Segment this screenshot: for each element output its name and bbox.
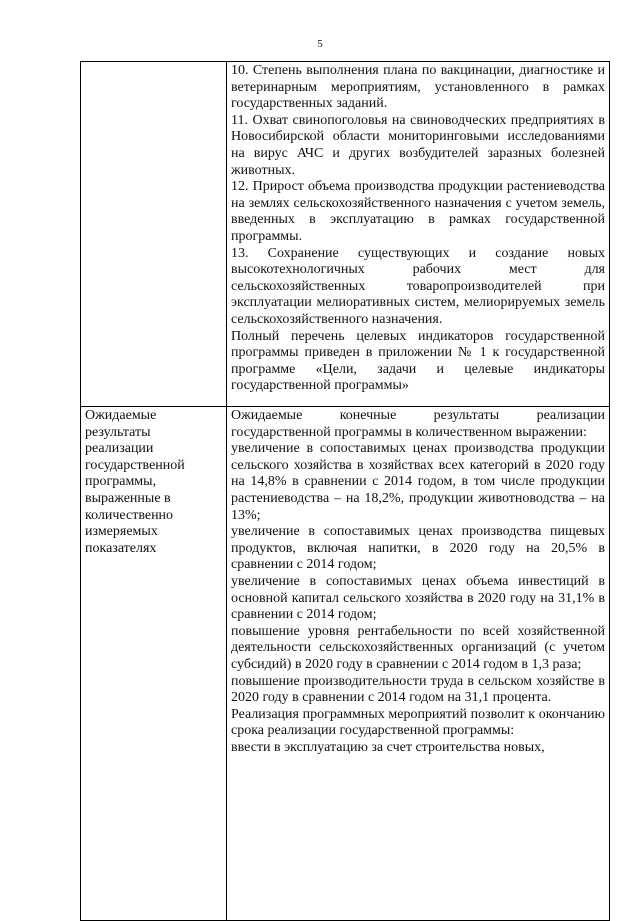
indicators-full-list-note: Полный перечень целевых индикаторов государственной программы приведен в приложении № 1 к государственной программе «Цели, задачи и целевые индикаторы государственной программы» (231, 328, 605, 394)
expected-results-intro: Ожидаемые конечные результаты реализации государственной программы в количественном выражении: (231, 408, 605, 440)
indicator-13: 13. Сохранение существующих и создание новых высокотехнологичных рабочих мест для сельскохозяйственных товаропроизводителей при эксплуатации мелиоративных систем, мелиорируемых земель сельскохозяйственного назначения. (231, 245, 605, 327)
result-labor-productivity: повышение производительности труда в сельском хозяйстве в 2020 году в сравнении с 2014 годом на 31,1 процента. (231, 673, 605, 706)
row2-right-cell (227, 407, 610, 921)
indicator-12: 12. Прирост объема производства продукции растениеводства на землях сельскохозяйственного назначения с учетом земель, введенных в эксплуатацию в рамках государственной программы. (231, 179, 605, 244)
result-food-production: увеличение в сопоставимых ценах производства пищевых продуктов, включая напитки, в 2020 году на 20,5% в сравнении с 2014 годом; (231, 524, 605, 573)
result-investment: увеличение в сопоставимых ценах объема инвестиций в основной капитал сельского хозяйства в 2020 году на 31,1% в сравнении с 2014 годом; (231, 573, 605, 623)
commissioning-text: ввести в эксплуатацию за счет строительства новых, (231, 739, 545, 755)
result-profitability: повышение уровня рентабельности по всей хозяйственной деятельности сельскохозяйственных организаций (с учетом субсидий) в 2020 году в сравнении с 2014 годом в 1,3 раза; (231, 623, 605, 672)
indicator-11: 11. Охват свинопоголовья на свиноводческих предприятиях в Новосибирской области мониторинговыми исследованиями на вирус АЧС и других возбудителей заразных болезней животных. (231, 112, 605, 178)
passport-table (80, 61, 610, 921)
page-number: 5 (317, 38, 323, 50)
table-row-indicators (81, 62, 610, 407)
program-implementation-intro: Реализация программных мероприятий позволит к окончанию срока реализации государственной программы: (231, 706, 605, 739)
table-row-expected-results (81, 407, 610, 921)
row1-right-cell (227, 62, 610, 407)
result-agri-production: увеличение в сопоставимых ценах производства продукции сельского хозяйства в хозяйствах всех категорий в 2020 году на 14,8% в сравнении с 2014 годом, в том числе продукции растениеводства – на 18,2%, продукции животноводства – на 13%; (231, 441, 605, 523)
row1-left-cell (81, 62, 227, 407)
expected-results-label: Ожидаемые результаты реализации государственной программы, выраженные в количественно измеряемых показателях (85, 408, 185, 556)
indicator-10: 10. Степень выполнения плана по вакцинации, диагностике и ветеринарным мероприятиям, установленного в рамках государственных заданий. (231, 63, 605, 112)
row2-left-cell (81, 407, 227, 921)
